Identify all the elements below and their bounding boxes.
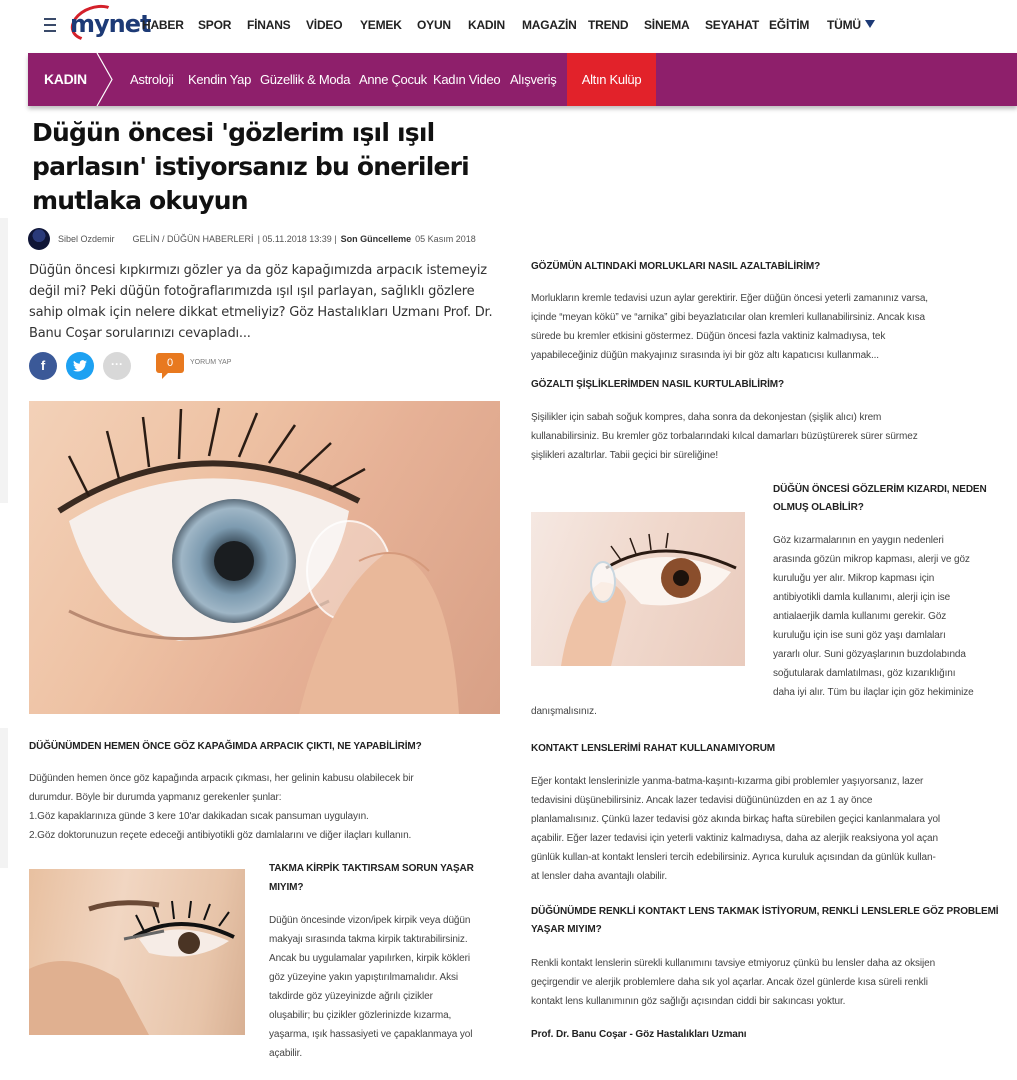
breadcrumb-chevron-icon <box>96 53 114 106</box>
article-category-link[interactable]: GELİN / DÜĞÜN HABERLERİ <box>132 234 254 244</box>
category-alisveris[interactable]: Alışveriş <box>510 72 557 87</box>
false-eyelash-photo <box>29 869 245 1035</box>
article-meta <box>28 228 476 250</box>
nav-kadin[interactable]: KADIN <box>468 18 505 32</box>
eyelash-illustration <box>29 869 245 1035</box>
publish-date: | 05.11.2018 13:39 | <box>257 234 337 244</box>
para-kirpik-2: makyajı sırasında takma kirpik taktırabilirsiniz. <box>269 934 468 945</box>
author-avatar[interactable] <box>28 228 50 250</box>
heading-kirpik-2: MIYIM? <box>269 882 304 893</box>
para-renkli-1: Renkli kontakt lenslerin sürekli kullanımını tavsiye etmiyoruz çünkü bu lensler daha az oksijen <box>531 958 936 969</box>
para-kizarma-6: kuruluğu için ise suni göz yaşı damlaları <box>773 630 946 641</box>
article-title: Düğün öncesi 'gözlerim ışıl ışıl parlasın' istiyorsanız bu önerileri mutlaka okuyun <box>32 118 469 215</box>
heading-sislik: GÖZALTI ŞİŞLİKLERİMDEN NASIL KURTULABİLİRİM? <box>531 379 784 390</box>
comment-button-label[interactable]: YORUM YAP <box>190 359 232 366</box>
para-kizarma-8: soğutularak damlatılması, göz kızarıklığını <box>773 668 956 679</box>
para-kirpik-5: takdirde göz yüzeyinizde ağrılı çizikler <box>269 991 433 1002</box>
altin-kulup-button[interactable]: Altın Kulüp <box>567 53 656 106</box>
page-edge <box>0 218 8 503</box>
para-morluk-1: Morlukların kremle tedavisi uzun aylar gerektirir. Eğer düğün öncesi yeterli zamanınız varsa, <box>531 293 928 304</box>
heading-renkli-2: YAŞAR MIYIM? <box>531 924 602 935</box>
nav-seyahat[interactable]: SEYAHAT <box>705 18 759 32</box>
article-intro: Düğün öncesi kıpkırmızı gözler ya da göz kapağımızda arpacık istemeyiz değil mi? Peki düğün fotoğraflarımızda ışıl ışıl parlayan, sağlıklı gözlere sahip olmak için nelere dikkat etmeliyiz? Göz Hastalıkları Uzmanı Prof. Dr. Banu Coşar sorularınızı cevapladı... <box>29 263 493 341</box>
para-renkli-3: kontakt lens kullanımının göz sağlığı açısından ciddi bir sakıncası yoktur. <box>531 996 846 1007</box>
nav-trend[interactable]: TREND <box>588 18 629 32</box>
para-renkli-2: geçirgendir ve alerjik problemlere daha sık yol açarlar. Ancak özel günlerde kısa süreli renkli <box>531 977 928 988</box>
eye-contact-lens-photo <box>29 401 500 714</box>
para-lens-3: planlamalısınız. Çünkü lazer tedavisi göz akında birkaç hafta sürebilen geçici kanlanmalara yol <box>531 814 941 825</box>
nav-egitim[interactable]: EĞİTİM <box>769 18 810 32</box>
para-kizarma-9: daha iyi alır. Tüm bu ilaçlar için göz hekiminize <box>773 687 974 698</box>
category-astroloji[interactable]: Astroloji <box>130 72 174 87</box>
page-edge <box>0 728 8 868</box>
para-lens-2: tedavisini düşünebilirsiniz. Ancak lazer tedavisi düğününüzden en az 1 ay önce <box>531 795 873 806</box>
heading-arpacik: DÜĞÜNÜMDEN HEMEN ÖNCE GÖZ KAPAĞIMDA ARPACIK ÇIKTI, NE YAPABİLİRİM? <box>29 741 422 752</box>
para-morluk-3: sürede bu kremler etkisini göstermez. Düğün öncesi fazla vaktiniz kalmadıysa, tek <box>531 331 886 342</box>
para-kirpik-3: Ancak bu uygulamalar yapılırken, kirpik kökleri <box>269 953 470 964</box>
mynet-logo[interactable]: mynet <box>70 10 151 38</box>
nav-video[interactable]: VİDEO <box>306 18 343 32</box>
nav-tumu-label: TÜMÜ <box>827 18 861 32</box>
heading-renkli-1: DÜĞÜNÜMDE RENKLİ KONTAKT LENS TAKMAK İSTİYORUM, RENKLİ LENSLERLE GÖZ PROBLEMİ <box>531 906 999 917</box>
category-guzellik-moda[interactable]: Güzellik & Moda <box>260 72 351 87</box>
menu-icon[interactable] <box>44 18 56 32</box>
para-kirpik-7: yaşarma, ışık hassasiyeti ve çapaklanmaya yol <box>269 1029 473 1040</box>
caret-down-icon <box>865 20 875 28</box>
twitter-share-button[interactable] <box>66 352 94 380</box>
para-kizarma-5: antialaerjik damla kullanımı gerekir. Göz <box>773 611 947 622</box>
nav-oyun[interactable]: OYUN <box>417 18 451 32</box>
facebook-share-button[interactable]: f <box>29 352 57 380</box>
nav-magazin[interactable]: MAGAZİN <box>522 18 577 32</box>
category-bar <box>28 53 1017 106</box>
para-arpacik-2: durumdur. Böyle bir durumda yapmanız gerekenler şunlar: <box>29 792 282 803</box>
twitter-bird-icon <box>73 360 87 372</box>
para-kizarma-3: kuruluğu yer alır. Mikrop kapması için <box>773 573 935 584</box>
para-sislik-1: Şişilikler için sabah soğuk kompres, daha sonra da dekonjestan (şişlik alıcı) krem <box>531 412 882 423</box>
para-lens-6: at lensler daha avantajlı olabilir. <box>531 871 668 882</box>
eye-illustration <box>29 401 500 714</box>
heading-morluk: GÖZÜMÜN ALTINDAKİ MORLUKLARI NASIL AZALTABİLİRİM? <box>531 261 821 272</box>
para-kirpik-1: Düğün öncesinde vizon/ipek kirpik veya düğün <box>269 915 471 926</box>
updated-date: 05 Kasım 2018 <box>415 234 476 244</box>
para-lens-4: açabilir. Eğer lazer tedavisi için yeterli vaktiniz kalmadıysa, daha az alerjik reaksiyona yol açan <box>531 833 938 844</box>
nav-sinema[interactable]: SİNEMA <box>644 18 690 32</box>
nav-haber[interactable]: HABER <box>142 18 184 32</box>
nav-finans[interactable]: FİNANS <box>247 18 291 32</box>
para-kirpik-6: oluşabilir; bu çizikler gözlerinizde kızarma, <box>269 1010 452 1021</box>
para-arpacik-3: 1.Göz kapaklarınıza günde 3 kere 10'ar dakikadan sıcak pansuman uygulayın. <box>29 811 369 822</box>
para-kizarma-10: danışmalısınız. <box>531 706 597 717</box>
para-lens-1: Eğer kontakt lenslerinizle yanma-batma-kaşıntı-kızarma gibi problemler yaşıyorsanız, lazer <box>531 776 924 787</box>
para-kirpik-8: açabilir. <box>269 1048 303 1059</box>
category-home-kadin[interactable]: KADIN <box>44 71 87 87</box>
lens-illustration <box>531 512 745 666</box>
nav-tumu[interactable] <box>827 18 875 32</box>
para-kizarma-4: antibiyotikli damla kullanımı, alerji için ise <box>773 592 951 603</box>
category-kadin-video[interactable]: Kadın Video <box>433 72 501 87</box>
contact-lens-finger-photo <box>531 512 745 666</box>
nav-yemek[interactable]: YEMEK <box>360 18 402 32</box>
para-arpacik-1: Düğünden hemen önce göz kapağında arpacık çıkması, her gelinin kabusu olabilecek bir <box>29 773 414 784</box>
category-anne-cocuk[interactable]: Anne Çocuk <box>359 72 427 87</box>
heading-kizarma-2: OLMUŞ OLABİLİR? <box>773 502 864 513</box>
para-morluk-4: yapabileceğiniz düğün makyajınız sırasında iyi bir göz altı kapatıcısı kullanmak... <box>531 350 879 361</box>
comment-count-badge[interactable]: 0 <box>156 353 184 373</box>
para-lens-5: günlük kullan-at kontakt lensleri tercih edebilirsiniz. Ayrıca kuruluk açısından da günlük kullan- <box>531 852 936 863</box>
para-morluk-2: içinde “meyan kökü” ve “arnika” gibi beyazlatıcılar olan kremleri kullanabilirsiniz. Ancak kısa <box>531 312 926 323</box>
para-kizarma-7: yararlı olur. Suni gözyaşlarının buzdolabında <box>773 649 966 660</box>
para-kizarma-2: arasında gözün mikrop kapması, alerji ve göz <box>773 554 970 565</box>
para-kirpik-4: göz yüzeyine yakın yapıştırılmamalıdır. Aksi <box>269 972 459 983</box>
para-arpacik-4: 2.Göz doktorunuzun reçete edeceği antibiyotikli göz damlalarını ve diğer ilaçları kullanın. <box>29 830 412 841</box>
heading-lens: KONTAKT LENSLERİMİ RAHAT KULLANAMIYORUM <box>531 743 776 754</box>
heading-kizarma-1: DÜĞÜN ÖNCESİ GÖZLERİM KIZARDI, NEDEN <box>773 484 987 495</box>
author-name[interactable]: Sibel Ozdemir <box>58 234 115 244</box>
heading-kirpik-1: TAKMA KİRPİK TAKTIRSAM SORUN YAŞAR <box>269 863 474 874</box>
top-navigation <box>0 0 1017 52</box>
updated-label: Son Güncelleme <box>340 234 412 244</box>
nav-spor[interactable]: SPOR <box>198 18 232 32</box>
para-kizarma-1: Göz kızarmalarının en yaygın nedenleri <box>773 535 944 546</box>
para-sislik-3: şişlikleri azaltırlar. Tabii geçici bir süreliğine! <box>531 450 719 461</box>
more-share-button[interactable]: ··· <box>103 352 131 380</box>
author-signature: Prof. Dr. Banu Coşar - Göz Hastalıkları Uzmanı <box>531 1029 747 1040</box>
para-sislik-2: kullanabilirsiniz. Bu kremler göz torbalarındaki kılcal damarları büzüştürerek sürer sürmez <box>531 431 918 442</box>
category-kendin-yap[interactable]: Kendin Yap <box>188 72 252 87</box>
